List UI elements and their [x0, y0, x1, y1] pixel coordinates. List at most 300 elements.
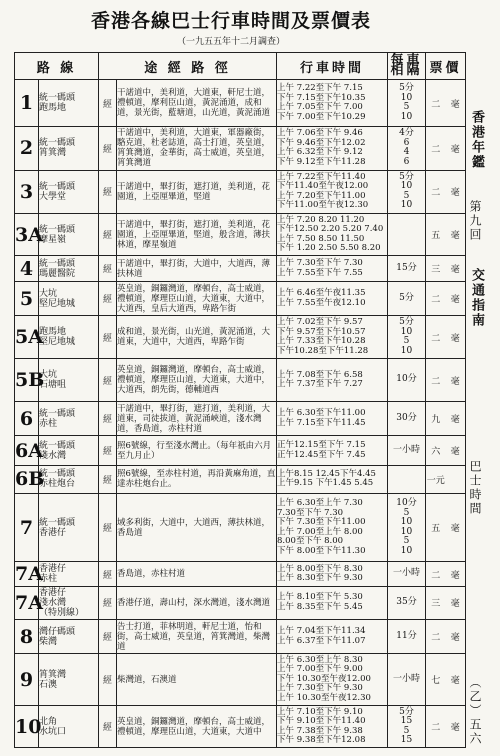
- route-times: [277, 706, 388, 748]
- route-frequency: [388, 620, 426, 654]
- route-number: 7: [15, 493, 39, 561]
- freq-line: 15分: [396, 263, 417, 274]
- times-line: 上午 10.30至午夜12.30: [277, 692, 371, 703]
- terminals-line: 大坑: [39, 370, 58, 381]
- route-path: 英皇道，銅鑼灣道，摩頓台，高士威道，禮頓道，摩理臣山道，大道東，大道中，大道西，皇后大道西，卑路乍街: [117, 282, 277, 316]
- times-line: 上午 8.30至下午 9.30: [277, 573, 363, 584]
- fare-unit: 毫: [450, 99, 460, 110]
- freq-line: 15: [400, 716, 413, 727]
- route-times: [277, 282, 388, 316]
- terminals-line: 跑馬地: [39, 327, 67, 338]
- terminals-line: 香港仔: [39, 587, 67, 598]
- route-number: 1: [15, 80, 39, 127]
- freq-line: 6: [403, 156, 410, 167]
- fare-unit: 毫: [450, 295, 460, 306]
- freq-line: 一小時: [393, 444, 421, 455]
- route-times: [277, 359, 388, 402]
- terminals-line: 赤柱: [39, 574, 58, 585]
- freq-line: 10分: [396, 374, 417, 385]
- sidebar-section: 交通指南: [469, 268, 484, 328]
- terminals-line: 統一碼頭: [39, 224, 76, 235]
- times-line: 上午 8.10至下午 5.30: [277, 592, 363, 603]
- route-path: 干諾道中，畢打街，遮打道，美利道，花園道，上亞厘畢道，堅道: [117, 170, 277, 213]
- times-line: 下午 9.46至下午12.02: [277, 137, 366, 148]
- route-terminals: [39, 80, 99, 127]
- route-number: 6B: [15, 466, 39, 494]
- terminals-line: 筲箕灣: [39, 669, 67, 680]
- freq-line: 10: [400, 111, 413, 122]
- via-mark: 經: [99, 654, 117, 706]
- route-terminals: [39, 213, 99, 256]
- route-number: 10: [15, 706, 39, 748]
- route-times: [277, 316, 388, 359]
- times-line: 上午 7.22至下午 7.15: [277, 83, 363, 94]
- fare-unit: 毫: [450, 676, 460, 687]
- times-line: 下午12.50 2.20 5.20 7.40: [277, 224, 384, 235]
- route-frequency: [388, 654, 426, 706]
- route-fare: [426, 80, 466, 127]
- sidebar-subsection: 巴士時間: [468, 460, 482, 516]
- route-terminals: [39, 401, 99, 435]
- terminals-line: 柴灣: [39, 636, 58, 647]
- freq-line: 10: [400, 326, 413, 337]
- times-line: 下午11.00至午夜12.30: [277, 200, 369, 211]
- times-line: 下午 7.30至下午11.00: [277, 517, 366, 528]
- freq-line: 5分: [399, 317, 414, 328]
- route-number: 7A: [15, 563, 43, 586]
- route-number: 3A: [15, 213, 39, 256]
- route-path: 照6號線，至赤柱村道，再沿黃麻角道，直達赤柱炮台止。: [117, 466, 277, 494]
- terminals-line: 北角: [39, 716, 58, 727]
- route-times: [277, 401, 388, 435]
- col-route: 路 線: [15, 53, 99, 80]
- terminals-line: 香港仔: [39, 564, 67, 575]
- times-line: 上午 7.38至下午 9.38: [277, 725, 363, 736]
- route-frequency: [388, 586, 426, 619]
- times-line: 上午 7.50 8.50 11.50: [277, 233, 365, 244]
- route-terminals: [39, 127, 99, 171]
- via-mark: 經: [99, 706, 117, 748]
- col-times: 行車時間: [277, 53, 388, 80]
- terminals-line: 瑪麗醫院: [39, 268, 76, 279]
- via-mark: 經: [99, 213, 117, 256]
- fare-amount: 二: [431, 144, 441, 155]
- times-line: 上午9.15 下午1.45 5.45: [277, 478, 374, 489]
- route-terminals: [39, 706, 99, 748]
- route-number: 2: [15, 127, 39, 171]
- freq-line: 5: [403, 102, 410, 113]
- route-frequency: [388, 436, 426, 466]
- table-row: [15, 359, 466, 402]
- freq-line: 5: [403, 190, 410, 201]
- route-path: 英皇道，銅鑼灣道，摩頓台，高士威道，禮頓道，摩理臣山道，大道東，大道中，大道西，朗先街，德輔道西: [117, 359, 277, 402]
- terminals-line: 灣仔碼頭: [39, 626, 76, 637]
- route-fare: [426, 401, 466, 435]
- table-row: [15, 436, 466, 466]
- table-row: [15, 654, 466, 706]
- route-path: 干諾道中，畢打街，遮打道，美利道，花園道，上亞厘畢道，堅道，般含道，薄扶林道，摩星嶺道: [117, 213, 277, 256]
- route-times: [277, 256, 388, 282]
- table-row: [15, 466, 466, 494]
- freq-line: 5: [403, 336, 410, 347]
- terminals-line: 統一碼頭: [39, 138, 76, 149]
- col-fare: 票價: [426, 53, 466, 80]
- fare-amount: 二: [431, 723, 441, 734]
- freq-line: 10分: [396, 498, 417, 509]
- route-number: 4: [15, 256, 39, 282]
- terminals-line: 淺水灣: [39, 450, 67, 461]
- route-number: 8: [15, 620, 39, 654]
- freq-line: 10: [400, 517, 413, 528]
- times-line: 下午10.28至下午11.28: [277, 345, 369, 356]
- times-line: 下午 1.20 2.50 5.50 8.20: [277, 243, 381, 254]
- times-line: 上午 7.20至下午11.00: [277, 190, 366, 201]
- route-path: 干諾道中，畢打街，大道中，大道西，薄扶林道: [117, 256, 277, 282]
- fare-amount: 五: [431, 524, 441, 535]
- times-line: 上午 6.30至下午11.00: [277, 408, 366, 419]
- route-fare: [426, 436, 466, 466]
- sidebar-page-number: （乙）五六: [468, 676, 482, 746]
- table-row: [15, 401, 466, 435]
- times-line: 上午 8.35至下午 5.45: [277, 601, 363, 612]
- freq-line: 5分: [399, 292, 414, 303]
- times-line: 下午 7.00至下午10.29: [277, 111, 366, 122]
- route-number: 7A: [15, 586, 39, 619]
- via-mark: 經: [99, 436, 117, 466]
- route-terminals: [39, 586, 99, 619]
- via-mark: 經: [99, 620, 117, 654]
- fare-unit: 毫: [450, 570, 460, 581]
- terminals-line: 赤柱: [39, 418, 58, 429]
- times-line: 上午 7.22至下午11.40: [277, 171, 366, 182]
- times-line: 上午 6.46至午夜11.35: [277, 288, 366, 299]
- terminals-line: 堅尼地城: [39, 337, 76, 348]
- freq-line: 11分: [396, 630, 417, 641]
- freq-line: 10: [400, 345, 413, 356]
- times-line: 下午 8.00至下午11.30: [277, 545, 366, 556]
- fare-amount: 三: [431, 599, 441, 610]
- route-times: [277, 80, 388, 127]
- times-line: 上午 6.30至上午 7.30: [277, 498, 363, 509]
- route-frequency: [388, 562, 426, 587]
- freq-line: 5分: [399, 706, 414, 717]
- fare-amount: 二: [431, 295, 441, 306]
- times-line: 上午 8.00至下午 8.30: [277, 563, 363, 574]
- sidebar-edition: 第九回: [468, 200, 482, 242]
- route-number: 5B: [15, 359, 39, 402]
- route-fare: [426, 562, 466, 587]
- route-fare: [426, 256, 466, 282]
- terminals-line: 統一碼頭: [39, 258, 76, 269]
- times-line: 7.30至下午 7.30: [277, 507, 344, 518]
- fare-amount: 二: [431, 376, 441, 387]
- times-line: 上午 6.30至上午 8.30: [277, 654, 363, 665]
- via-mark: 經: [99, 282, 117, 316]
- route-number: 5: [15, 282, 39, 316]
- fare-amount: 二: [431, 333, 441, 344]
- terminals-line: 統一碼頭: [39, 93, 76, 104]
- terminals-line: 大坑: [39, 288, 58, 299]
- fare-amount: 一元: [426, 475, 445, 486]
- via-mark: 經: [99, 493, 117, 561]
- route-terminals: [39, 256, 99, 282]
- route-number: 9: [15, 654, 39, 706]
- route-path: 香港仔道，壽山村，深水灣道，淺水灣道: [117, 586, 277, 619]
- freq-line: 4分: [399, 128, 414, 139]
- freq-line: 30分: [396, 412, 417, 423]
- freq-line: 5: [403, 536, 410, 547]
- times-line: 上午 7.15至下午11.45: [277, 417, 366, 428]
- route-times: [277, 620, 388, 654]
- terminals-line: 統一碼頭: [39, 517, 76, 528]
- fare-amount: 七: [431, 676, 441, 687]
- times-line: 上午8.15 12.45下午4.45: [277, 468, 376, 479]
- fare-amount: 六: [431, 447, 441, 458]
- route-number: 6A: [15, 436, 39, 466]
- via-mark: 經: [99, 586, 117, 619]
- freq-line: 10: [400, 545, 413, 556]
- fare-amount: 二: [431, 570, 441, 581]
- via-mark: 經: [99, 170, 117, 213]
- table-row: [15, 170, 466, 213]
- route-path: 干諾道中，畢打街，遮打道，美利道，大道東，司徒拔道，黃泥涌峽道，淺水灣道，香島道，赤柱村道: [117, 401, 277, 435]
- fare-amount: 二: [431, 188, 441, 199]
- route-fare: [426, 654, 466, 706]
- route-fare: [426, 359, 466, 402]
- fare-amount: 三: [431, 265, 441, 276]
- page-title: 香港各線巴士行車時間及票價表: [90, 10, 371, 32]
- via-mark: 經: [99, 316, 117, 359]
- route-fare: [426, 706, 466, 748]
- via-mark: 經: [99, 466, 117, 494]
- route-fare: [426, 282, 466, 316]
- times-line: 正午12.15至下午 7.15: [277, 440, 366, 451]
- terminals-line: 堅尼地城: [39, 298, 76, 309]
- route-number: 5A: [15, 316, 39, 359]
- fare-unit: 毫: [450, 376, 460, 387]
- fare-unit: 毫: [450, 599, 460, 610]
- terminals-line: 赤柱炮台: [39, 479, 76, 490]
- times-line: 上午 7.05至下午 7.00: [277, 102, 363, 113]
- times-line: 上午 7.04至下午11.34: [277, 626, 366, 637]
- terminals-line: 水坑口: [39, 726, 67, 737]
- times-line: 下午 7.15至下午10.35: [277, 92, 366, 103]
- fare-unit: 毫: [450, 265, 460, 276]
- terminals-line: 統一碼頭: [39, 469, 76, 480]
- route-times: [277, 654, 388, 706]
- route-frequency: [388, 359, 426, 402]
- table-row: [15, 80, 466, 127]
- fare-unit: 毫: [450, 144, 460, 155]
- table-row: [15, 213, 466, 256]
- times-line: 下午 10.30至午夜12.00: [277, 673, 371, 684]
- times-line: 上午 7.20 8.20 11.20: [277, 214, 365, 225]
- freq-line: 5: [403, 725, 410, 736]
- fare-unit: 毫: [450, 723, 460, 734]
- route-path: 柴灣道，石澳道: [117, 654, 277, 706]
- route-frequency: [388, 282, 426, 316]
- terminals-line: 跑馬地: [39, 103, 67, 114]
- table-header-row: [15, 53, 466, 80]
- route-fare: [426, 586, 466, 619]
- table-row: [15, 706, 466, 748]
- via-mark: 經: [99, 127, 117, 171]
- col-frequency: 每車相隔: [388, 53, 426, 80]
- route-path: 干諾道中，美利道，大道東，軒尼士道，禮頓道，摩利臣山道，黃泥涌道，成和道，景光街，藍塘道，山光道，黃泥涌道: [117, 80, 277, 127]
- freq-line: 10: [400, 92, 413, 103]
- table-row: [15, 493, 466, 561]
- times-line: 上午 7.00至下午 9.00: [277, 664, 363, 675]
- fare-unit: 毫: [450, 231, 460, 242]
- times-line: 下午 9.12至下午11.28: [277, 156, 366, 167]
- times-line: 下午 9.57至下午10.57: [277, 326, 366, 337]
- route-terminals: [39, 466, 99, 494]
- route-fare: [426, 213, 466, 256]
- route-times: [277, 586, 388, 619]
- freq-line: 10: [400, 181, 413, 192]
- route-path: 告士打道，菲林明道，軒尼士道，怡和街，高士威道，英皇道，筲箕灣道，柴灣道: [117, 620, 277, 654]
- route-number: 6: [15, 401, 39, 435]
- times-line: 8.00至下午 8.00: [277, 536, 344, 547]
- table-row: [15, 316, 466, 359]
- via-mark: 經: [99, 562, 117, 587]
- times-line: 上午 6.32至下午 9.12: [277, 147, 363, 158]
- terminals-line: 香港仔: [39, 527, 67, 538]
- table-row: [15, 256, 466, 282]
- route-fare: [426, 466, 466, 494]
- times-line: 上午 7.55至午夜12.10: [277, 297, 366, 308]
- route-frequency: [388, 170, 426, 213]
- terminals-line: 統一碼頭: [39, 440, 76, 451]
- route-terminals: [39, 316, 99, 359]
- route-terminals: [39, 654, 99, 706]
- route-times: [277, 466, 388, 494]
- times-line: 下午 9.38至下午12.08: [277, 735, 366, 746]
- fare-amount: 二: [431, 633, 441, 644]
- route-fare: [426, 493, 466, 561]
- via-mark: 經: [99, 80, 117, 127]
- terminals-line: 摩星嶺: [39, 234, 67, 245]
- terminals-line: 石澳: [39, 679, 58, 690]
- route-times: [277, 127, 388, 171]
- freq-line: 35分: [396, 597, 417, 608]
- terminals-line: 淺水灣: [39, 597, 67, 608]
- route-fare: [426, 127, 466, 171]
- fare-unit: 毫: [450, 524, 460, 535]
- route-path: 香島道，赤柱村道: [117, 562, 277, 587]
- route-terminals: [39, 282, 99, 316]
- terminals-line: 石塘咀: [39, 380, 67, 391]
- freq-line: 10: [400, 526, 413, 537]
- times-line: 上午 7.55至下午 7.55: [277, 267, 363, 278]
- times-line: 上午 7.02至下午 9.57: [277, 317, 363, 328]
- fare-unit: 毫: [450, 415, 460, 426]
- route-frequency: [388, 466, 426, 494]
- route-number: 3: [15, 170, 39, 213]
- freq-line: 5: [403, 507, 410, 518]
- bus-route-table: [14, 52, 466, 748]
- table-row: [15, 127, 466, 171]
- freq-line: 10: [400, 200, 413, 211]
- times-line: 上午 7.33至下午10.28: [277, 336, 366, 347]
- freq-line: 5分: [399, 83, 414, 94]
- times-line: 上午 7.30至下午 9.30: [277, 683, 363, 694]
- route-path: 英皇道，銅鑼灣道，摩頓台，高士威道，禮頓道，摩理臣山道，大道東，大道中: [117, 706, 277, 748]
- terminals-line: （特別線）: [39, 607, 85, 618]
- terminals-line: 統一碼頭: [39, 408, 76, 419]
- times-line: 上午 7.37至下午 7.27: [277, 379, 363, 390]
- fare-amount: 二: [431, 99, 441, 110]
- times-line: 上午 7.06至下午 9.46: [277, 128, 363, 139]
- route-path: 照6號線，行至淺水灣止。（每年祇由六月至九月止）: [117, 436, 277, 466]
- terminals-line: 大學堂: [39, 191, 67, 202]
- route-frequency: [388, 401, 426, 435]
- route-frequency: [388, 80, 426, 127]
- freq-line: 5分: [399, 171, 414, 182]
- route-path: 干諾道中，美利道，大道東，軍器廠街，駱克道，杜老誌道，高士打道，英皇道，筲箕灣道，金華街，高士威道，英皇道，筲箕灣道: [117, 127, 277, 171]
- times-line: 上午 7.00至上午 8.00: [277, 526, 363, 537]
- freq-line: 15: [400, 735, 413, 746]
- times-line: 上午 6.37至下午11.07: [277, 635, 366, 646]
- table-row: [15, 620, 466, 654]
- freq-line: 4: [403, 147, 410, 158]
- table-row: [15, 586, 466, 619]
- route-frequency: [388, 316, 426, 359]
- route-terminals: [39, 493, 99, 561]
- route-terminals: [39, 359, 99, 402]
- via-mark: 經: [99, 256, 117, 282]
- route-path: 成和道，景光街，山光道，黃泥涌道，大道東，大道中，大道西，卑路乍街: [117, 316, 277, 359]
- route-frequency: [388, 493, 426, 561]
- route-fare: [426, 620, 466, 654]
- sidebar-book-title: 香港年鑑: [469, 110, 484, 170]
- route-times: [277, 436, 388, 466]
- terminals-line: 筲箕灣: [39, 148, 67, 159]
- fare-unit: 毫: [450, 447, 460, 458]
- route-terminals: [39, 620, 99, 654]
- times-line: 下午 9.10至下午11.40: [277, 716, 366, 727]
- route-frequency: [388, 213, 426, 256]
- route-frequency: [388, 256, 426, 282]
- route-terminals: [39, 170, 99, 213]
- freq-line: 一小時: [393, 568, 421, 579]
- route-path: 域多利街，大道中，大道西，薄扶林道，香島道: [117, 493, 277, 561]
- freq-line: 一小時: [393, 673, 421, 684]
- fare-amount: 五: [431, 231, 441, 242]
- route-fare: [426, 316, 466, 359]
- route-frequency: [388, 127, 426, 171]
- route-terminals: [39, 436, 99, 466]
- fare-unit: 毫: [450, 333, 460, 344]
- freq-line: 6: [403, 137, 410, 148]
- fare-amount: 九: [431, 415, 441, 426]
- route-times: [277, 170, 388, 213]
- page-subtitle: （一九五五年十二月調查）: [176, 37, 285, 47]
- route-terminals: [39, 562, 99, 587]
- fare-unit: 毫: [450, 633, 460, 644]
- via-mark: 經: [99, 359, 117, 402]
- via-mark: 經: [99, 401, 117, 435]
- times-line: 上午 7.08至下午 6.58: [277, 369, 363, 380]
- route-times: [277, 562, 388, 587]
- route-frequency: [388, 706, 426, 748]
- fare-unit: 毫: [450, 188, 460, 199]
- times-line: 上午 7.30至下午 7.30: [277, 258, 363, 269]
- terminals-line: 統一碼頭: [39, 181, 76, 192]
- times-line: 上午 7.10至下午 9.10: [277, 706, 363, 717]
- route-times: [277, 213, 388, 256]
- table-row: [15, 282, 466, 316]
